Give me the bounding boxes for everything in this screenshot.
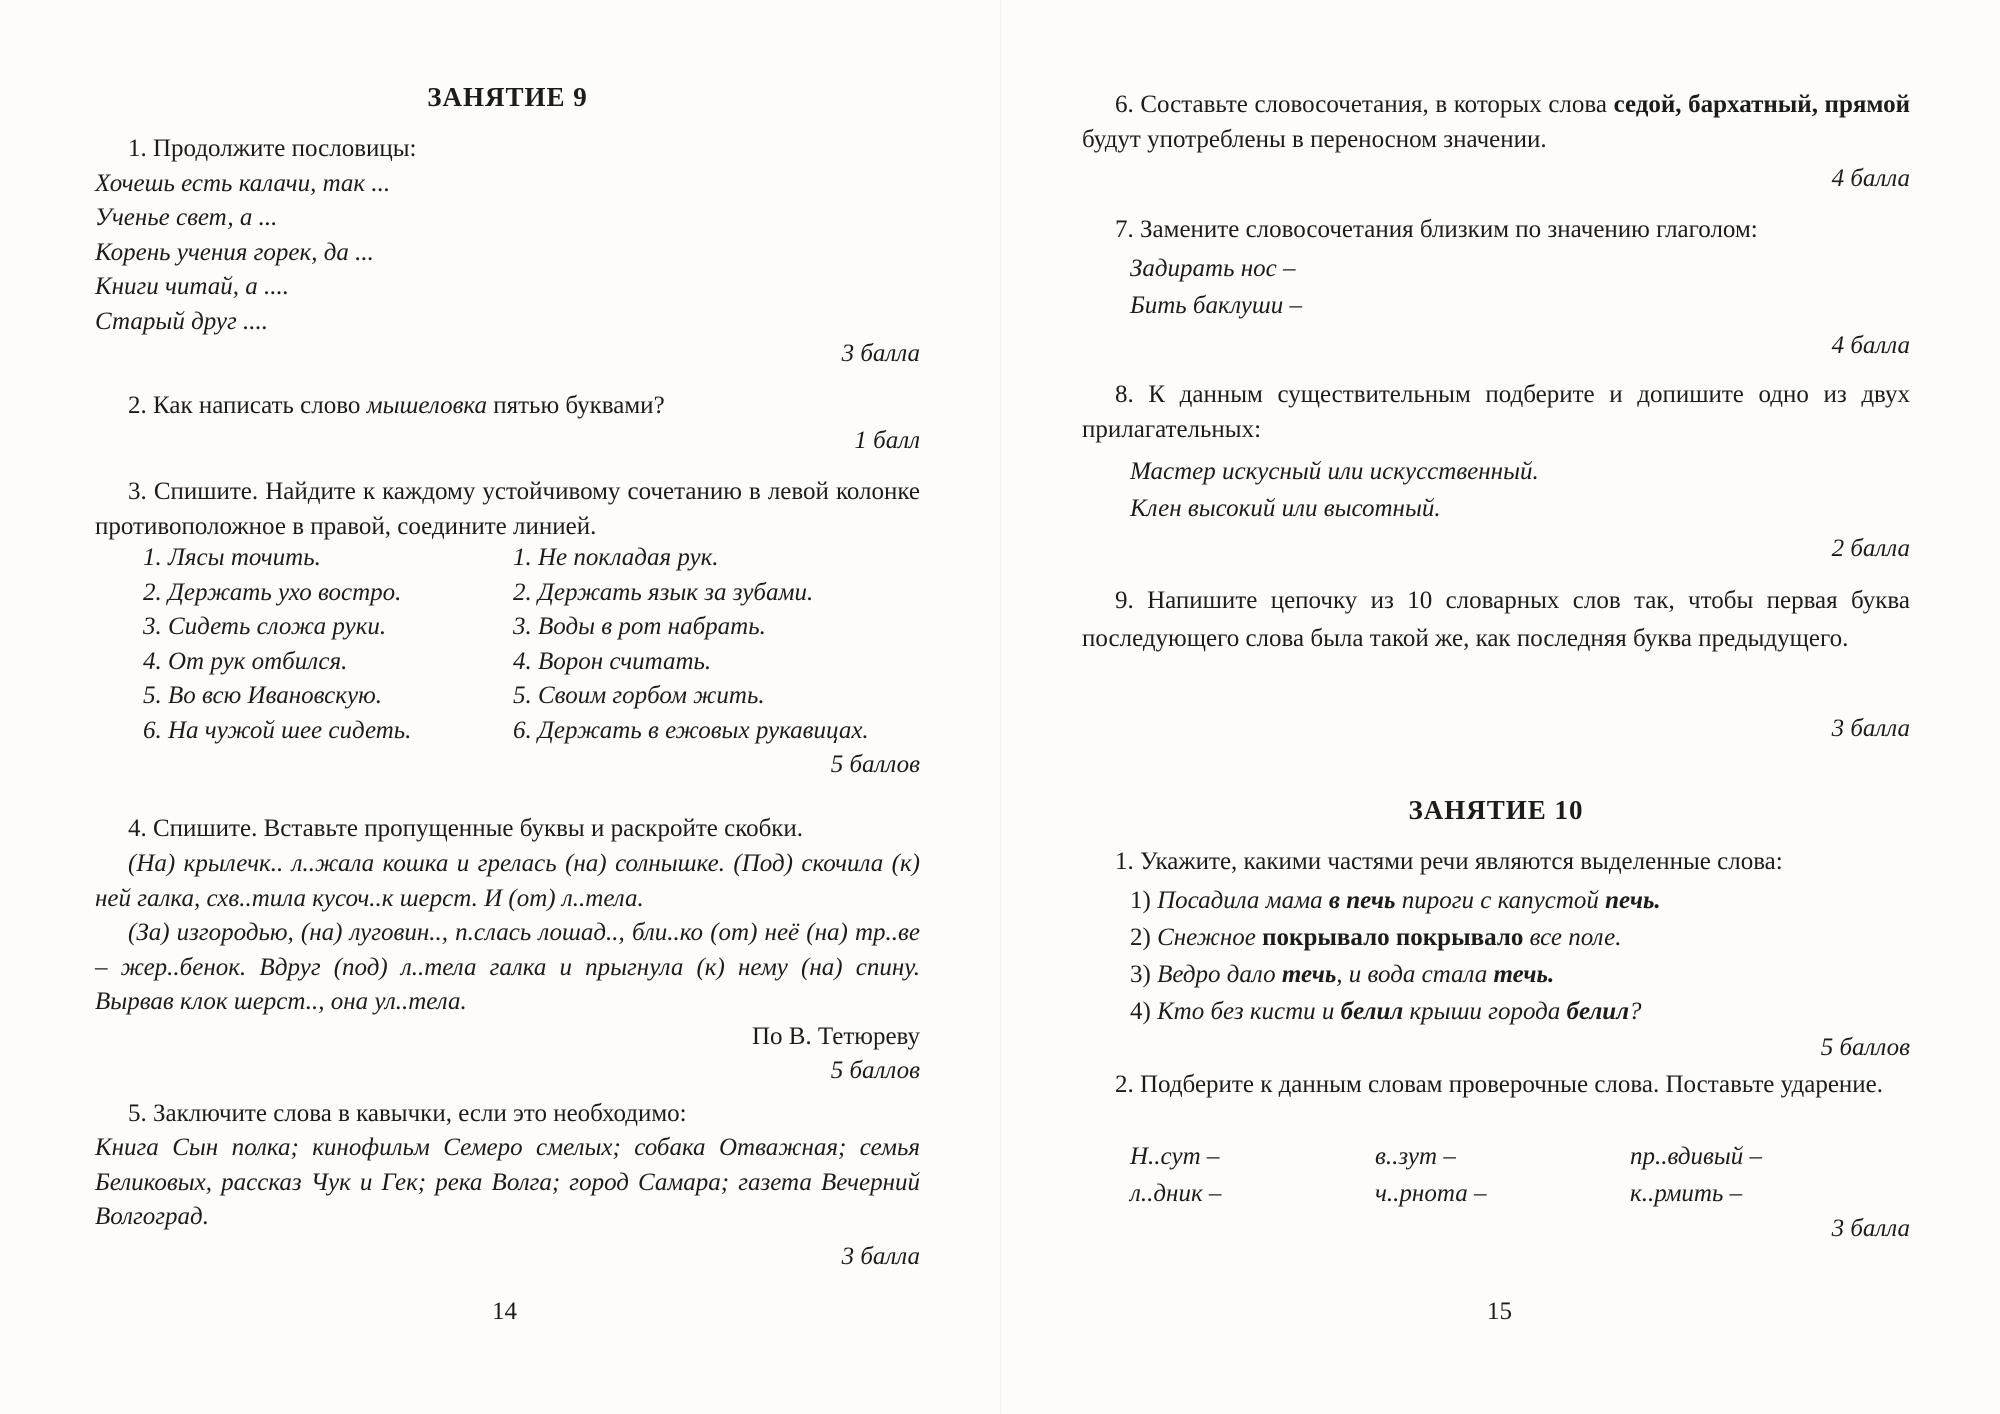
task-1-score: 3 балла (841, 340, 920, 367)
task-6-score: 4 балла (1831, 165, 1910, 192)
task-8-lines (1082, 453, 1910, 527)
check-words-row: л..дник – ч..рнота – к..рмить – (1130, 1180, 1743, 1207)
proverb-line: Книги читай, а .... (95, 273, 290, 300)
sentence-line: 1) Посадила мама в печь пироги с капустой печь. (1130, 887, 1661, 914)
task-3-head: 3. Спишите. Найдите к каждому устойчивому сочетанию в левой колонке противоположное в правой, соедините линией. (95, 478, 920, 540)
page-number: 14 (492, 1298, 517, 1325)
idiom-row: 3. Сидеть сложа руки. 3. Воды в рот набрать. (143, 613, 766, 640)
sentence-line: 2) Снежное покрывало покрывало все поле. (1130, 924, 1622, 951)
task-5-score: 3 балла (841, 1243, 920, 1270)
task-10-1-items (1082, 882, 1910, 1030)
page-fold (1000, 0, 1002, 1414)
task-2-score: 1 балл (854, 427, 920, 454)
idiom-row: 4. От рук отбился. 4. Ворон считать. (143, 647, 712, 675)
task-4-head: 4. Спишите. Вставьте пропущенные буквы и раскройте скобки. (128, 815, 804, 842)
task-10-2-head: 2. Подберите к данным словам проверочные слова. Поставьте ударение. (1115, 1071, 1884, 1098)
adjective-line: Мастер искусный или искусственный. (1130, 458, 1539, 485)
task-4-score: 5 баллов (830, 1057, 920, 1084)
task-10-2-score: 3 балла (1831, 1215, 1910, 1242)
sentence-line: 3) Ведро дало течь, и вода стала течь. (1130, 961, 1555, 988)
task-4-para-1: (На) крылечк.. л..жала кошка и грелась (на) солнышке. (Под) скочила (к) ней галка, схв..тила кусоч..к шерст. И (от) л..тела. (95, 850, 920, 912)
sentence-line: 4) Кто без кисти и белил крыши города белил? (1130, 998, 1642, 1025)
check-words-row: Н..сут – в..зут – пр..вдивый – (1130, 1143, 1763, 1170)
task-4-author: По В. Тетюреву (751, 1023, 920, 1050)
idiom-row: 2. Держать ухо востро. 2. Держать язык за зубами. (143, 578, 814, 606)
task-5-text: Книга Сын полка; кинофильм Семеро смелых; собака Отважная; семья Беликовых, рассказ Чук и Гек; река Волга; город Самара; газета Вечерний Волгоград. (95, 1134, 920, 1230)
idiom-row: 6. На чужой шее сидеть. 6. Держать в ежовых рукавицах. (143, 716, 869, 744)
task-2-head: 2. Как написать слово мышеловка пятью буквами? (128, 392, 665, 419)
task-6-head: 6. Составьте словосочетания, в которых слова седой, бархатный, прямой будут употреблены в переносном значении. (1082, 91, 1910, 153)
proverb-line: Ученье свет, а ... (95, 204, 278, 231)
task-8-score: 2 балла (1831, 535, 1910, 562)
page-number: 15 (1487, 1298, 1512, 1325)
task-4-para-2: (За) изгородью, (на) луговин.., п.слась лошад.., бли..ко (от) неё (на) тр..ве – жер..бенок. Вдруг (под) л..тела галка и прыгнула (к) нему (на) спину. Вырвав клок шерст.., она ул..тела. (95, 919, 920, 1015)
task-1 (95, 132, 920, 339)
idiom-columns (143, 541, 920, 748)
idiom-row: 5. Во всю Ивановскую. 5. Своим горбом жить. (143, 682, 765, 709)
phrase-line: Бить баклуши – (1130, 292, 1302, 319)
task-7-score: 4 балла (1831, 332, 1910, 359)
task-3-score: 5 баллов (830, 751, 920, 778)
proverb-line: Старый друг .... (95, 307, 268, 335)
task-2-word: мышеловка (366, 392, 487, 419)
task-7-lines (1082, 250, 1910, 324)
phrase-line: Задирать нос – (1130, 255, 1296, 282)
task-8-head: 8. К данным существительным подберите и допишите одно из двух прилагательных: (1082, 381, 1910, 443)
adjective-line: Клен высокий или высотный. (1130, 495, 1441, 522)
idiom-row: 1. Лясы точить. 1. Не покладая рук. (143, 544, 719, 571)
task-10-1-head: 1. Укажите, какими частями речи являются выделенные слова: (1115, 848, 1783, 875)
task-1-head: 1. Продолжите пословицы: (128, 135, 417, 162)
task-7-head: 7. Замените словосочетания близким по значению глаголом: (1115, 216, 1758, 243)
task-9-head: 9. Напишите цепочку из 10 словарных слов так, чтобы первая буква последующего слова была такой же, как последняя буква предыдущего. (1082, 587, 1910, 652)
task-5-head: 5. Заключите слова в кавычки, если это необходимо: (128, 1100, 687, 1127)
lesson-heading: ЗАНЯТИЕ 10 (1408, 795, 1584, 825)
proverb-line: Хочешь есть калачи, так ... (95, 169, 391, 197)
proverb-line: Корень учения горек, да ... (95, 238, 374, 266)
check-words-grid (1130, 1138, 1910, 1212)
task-9-score: 3 балла (1831, 715, 1910, 742)
lesson-heading: ЗАНЯТИЕ 9 (427, 82, 588, 112)
task-6-bold-words: седой, бархатный, прямой (1613, 91, 1910, 118)
task-10-1-score: 5 баллов (1820, 1034, 1910, 1061)
proverb-list (95, 167, 920, 340)
